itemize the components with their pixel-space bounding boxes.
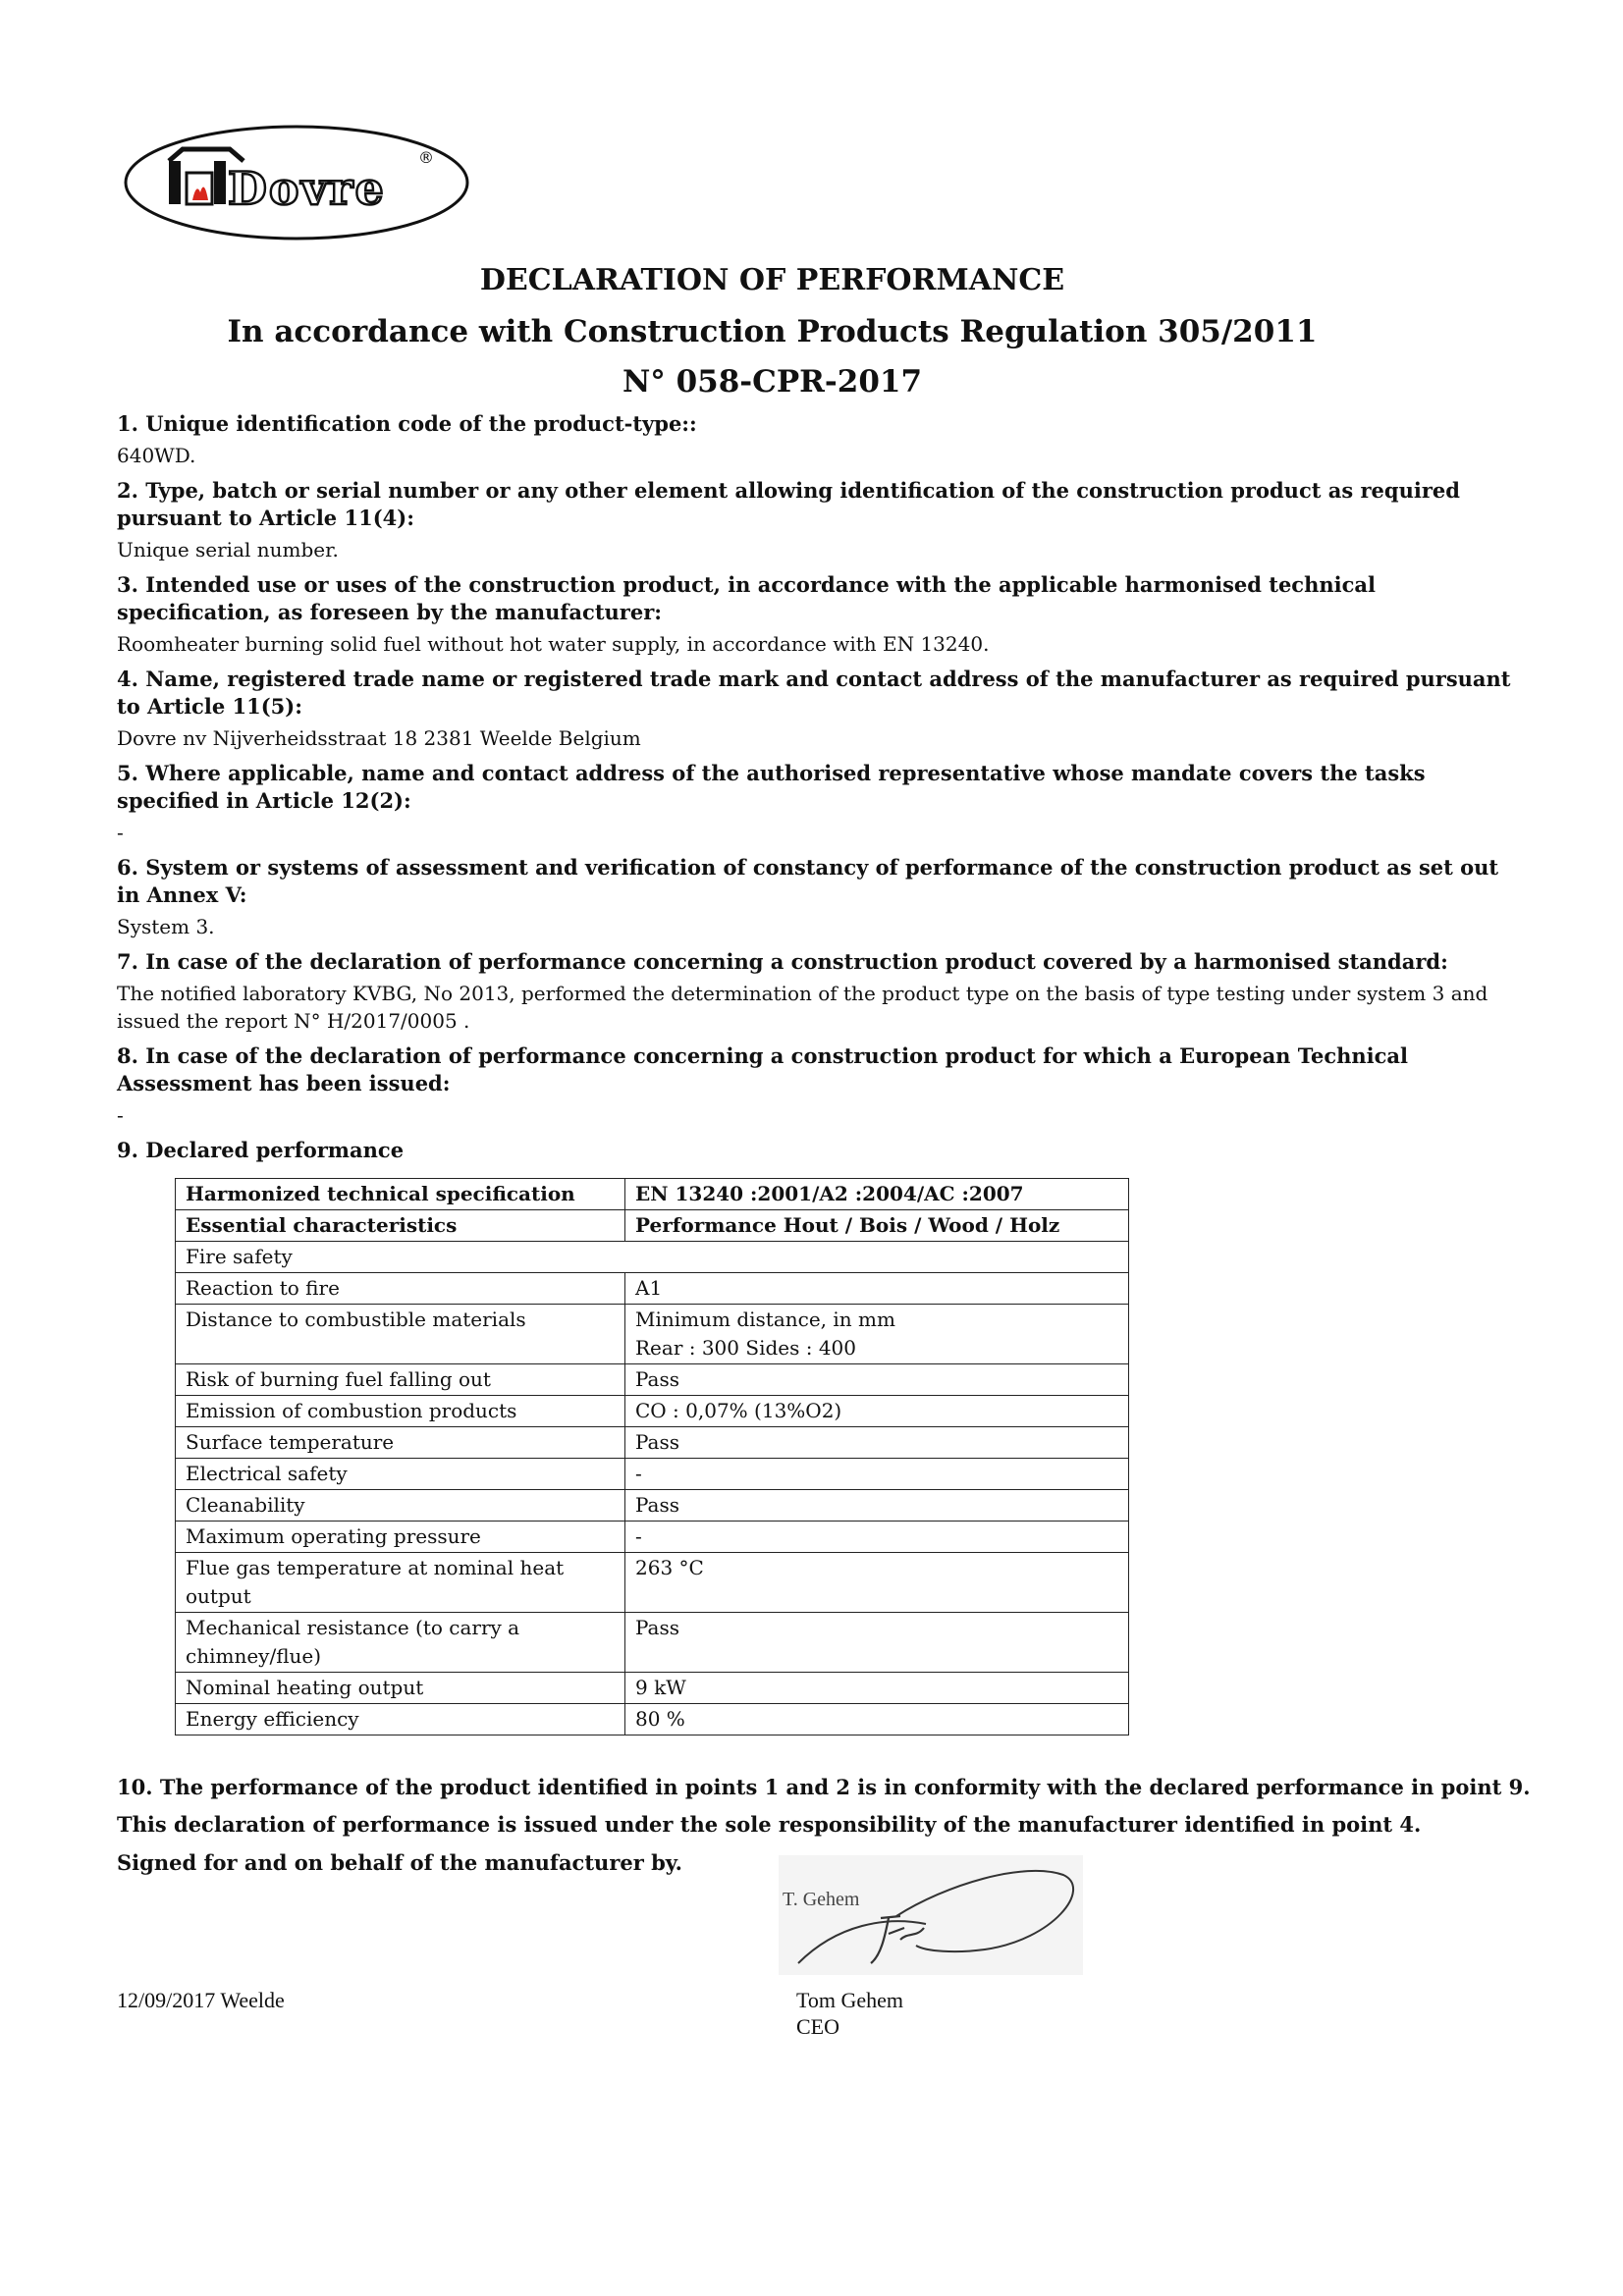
characteristic-cell: Cleanability — [176, 1490, 625, 1522]
section-5 — [117, 760, 1511, 846]
section-value: - — [117, 1103, 124, 1127]
table-row — [176, 1364, 1129, 1396]
performance-cell: A1 — [625, 1273, 1129, 1305]
responsibility-statement: This declaration of performance is issued under the sole responsibility of the manufacturer identified in point 4. — [117, 1812, 1422, 1837]
table-group-row — [176, 1242, 1129, 1273]
table-header-cell: Essential characteristics — [176, 1210, 625, 1242]
characteristic-cell: Surface temperature — [176, 1427, 625, 1459]
table-row — [176, 1427, 1129, 1459]
table-header-cell: EN 13240 :2001/A2 :2004/AC :2007 — [625, 1179, 1129, 1210]
section-value: System 3. — [117, 915, 215, 938]
section-heading: 4. Name, registered trade name or registered trade mark and contact address of the manufacturer as required pursuant to Article 11(5): — [117, 667, 1511, 719]
document-title: DECLARATION OF PERFORMANCE — [479, 263, 1065, 297]
signer-title: CEO — [796, 2014, 839, 2039]
section-value: 640WD. — [117, 444, 196, 467]
section-7 — [117, 948, 1511, 1035]
characteristic-cell: Mechanical resistance (to carry a chimney/flue) — [176, 1613, 625, 1673]
declared-performance-table — [175, 1178, 1129, 1735]
performance-cell: - — [625, 1522, 1129, 1553]
section-value: The notified laboratory KVBG, No 2013, performed the determination of the product type on the basis of type testing under system 3 and issued the report N° H/2017/0005 . — [117, 982, 1488, 1033]
section-value: Roomheater burning solid fuel without hot water supply, in accordance with EN 13240. — [117, 632, 990, 656]
performance-cell: 80 % — [625, 1704, 1129, 1735]
table-row — [176, 1553, 1129, 1613]
table-group-label: Fire safety — [176, 1242, 1129, 1273]
characteristic-cell: Distance to combustible materials — [176, 1305, 625, 1364]
table-row — [176, 1273, 1129, 1305]
section-value: Unique serial number. — [117, 538, 339, 561]
table-row — [176, 1704, 1129, 1735]
section-9 — [117, 1137, 1511, 1164]
characteristic-cell: Risk of burning fuel falling out — [176, 1364, 625, 1396]
signed-on-behalf-label: Signed for and on behalf of the manufacturer by. — [117, 1850, 682, 1875]
characteristic-cell: Maximum operating pressure — [176, 1522, 625, 1553]
section-heading: 5. Where applicable, name and contact address of the authorised representative whose mandate covers the tasks specified in Article 12(2): — [117, 761, 1426, 813]
section-heading: 6. System or systems of assessment and verification of constancy of performance of the construction product as set out in Annex V: — [117, 855, 1499, 907]
section-6 — [117, 854, 1511, 940]
section-heading: 8. In case of the declaration of performance concerning a construction product for which a European Technical Assessment has been issued: — [117, 1043, 1409, 1095]
handwritten-signature — [779, 1855, 1083, 1975]
signer-name: Tom Gehem — [796, 1988, 904, 2012]
table-row — [176, 1305, 1129, 1364]
section-heading: 2. Type, batch or serial number or any other element allowing identification of the construction product as required pursuant to Article 11(4): — [117, 478, 1460, 530]
table-row — [176, 1522, 1129, 1553]
performance-cell: Pass — [625, 1613, 1129, 1673]
place-and-date: 12/09/2017 Weelde — [117, 1988, 285, 2012]
section-heading: 3. Intended use or uses of the construction product, in accordance with the applicable harmonised technical specification, as foreseen by the manufacturer: — [117, 572, 1376, 624]
registered-mark: ® — [418, 148, 434, 167]
characteristic-cell: Reaction to fire — [176, 1273, 625, 1305]
performance-cell: Pass — [625, 1364, 1129, 1396]
section-heading: 1. Unique identification code of the product-type:: — [117, 411, 697, 436]
table-header-row — [176, 1210, 1129, 1242]
table-row — [176, 1396, 1129, 1427]
section-1 — [117, 410, 1511, 469]
characteristic-cell: Electrical safety — [176, 1459, 625, 1490]
conformity-statement: 10. The performance of the product identified in points 1 and 2 is in conformity with the declared performance in point 9. — [117, 1775, 1531, 1799]
section-value: Dovre nv Nijverheidsstraat 18 2381 Weelde Belgium — [117, 726, 641, 750]
characteristic-cell: Energy efficiency — [176, 1704, 625, 1735]
performance-cell: Pass — [625, 1490, 1129, 1522]
document-subtitle: In accordance with Construction Products Regulation 305/2011 — [227, 314, 1318, 349]
section-value: - — [117, 821, 124, 844]
performance-cell: 263 °C — [625, 1553, 1129, 1613]
section-heading: 7. In case of the declaration of performance concerning a construction product covered by a harmonised standard: — [117, 949, 1448, 974]
declaration-number: N° 058-CPR-2017 — [622, 364, 923, 400]
section-2 — [117, 477, 1511, 563]
performance-cell: Pass — [625, 1427, 1129, 1459]
table-row — [176, 1613, 1129, 1673]
table-header-row — [176, 1179, 1129, 1210]
dovre-logo — [122, 122, 471, 243]
signature-handwritten-name: T. Gehem — [783, 1889, 860, 1910]
performance-cell: CO : 0,07% (13%O2) — [625, 1396, 1129, 1427]
characteristic-cell: Emission of combustion products — [176, 1396, 625, 1427]
section-heading: 9. Declared performance — [117, 1138, 405, 1162]
section-8 — [117, 1042, 1511, 1129]
performance-cell: 9 kW — [625, 1673, 1129, 1704]
logo-wordmark: Dovre — [228, 162, 386, 215]
table-header-cell: Harmonized technical specification — [176, 1179, 625, 1210]
performance-cell: - — [625, 1459, 1129, 1490]
performance-cell: Minimum distance, in mm Rear : 300 Sides : 400 — [625, 1305, 1129, 1364]
table-row — [176, 1490, 1129, 1522]
sections-list — [117, 410, 1511, 1164]
section-3 — [117, 571, 1511, 658]
table-row — [176, 1459, 1129, 1490]
table-header-cell: Performance Hout / Bois / Wood / Holz — [625, 1210, 1129, 1242]
table-row — [176, 1673, 1129, 1704]
section-4 — [117, 666, 1511, 752]
characteristic-cell: Flue gas temperature at nominal heat output — [176, 1553, 625, 1613]
characteristic-cell: Nominal heating output — [176, 1673, 625, 1704]
